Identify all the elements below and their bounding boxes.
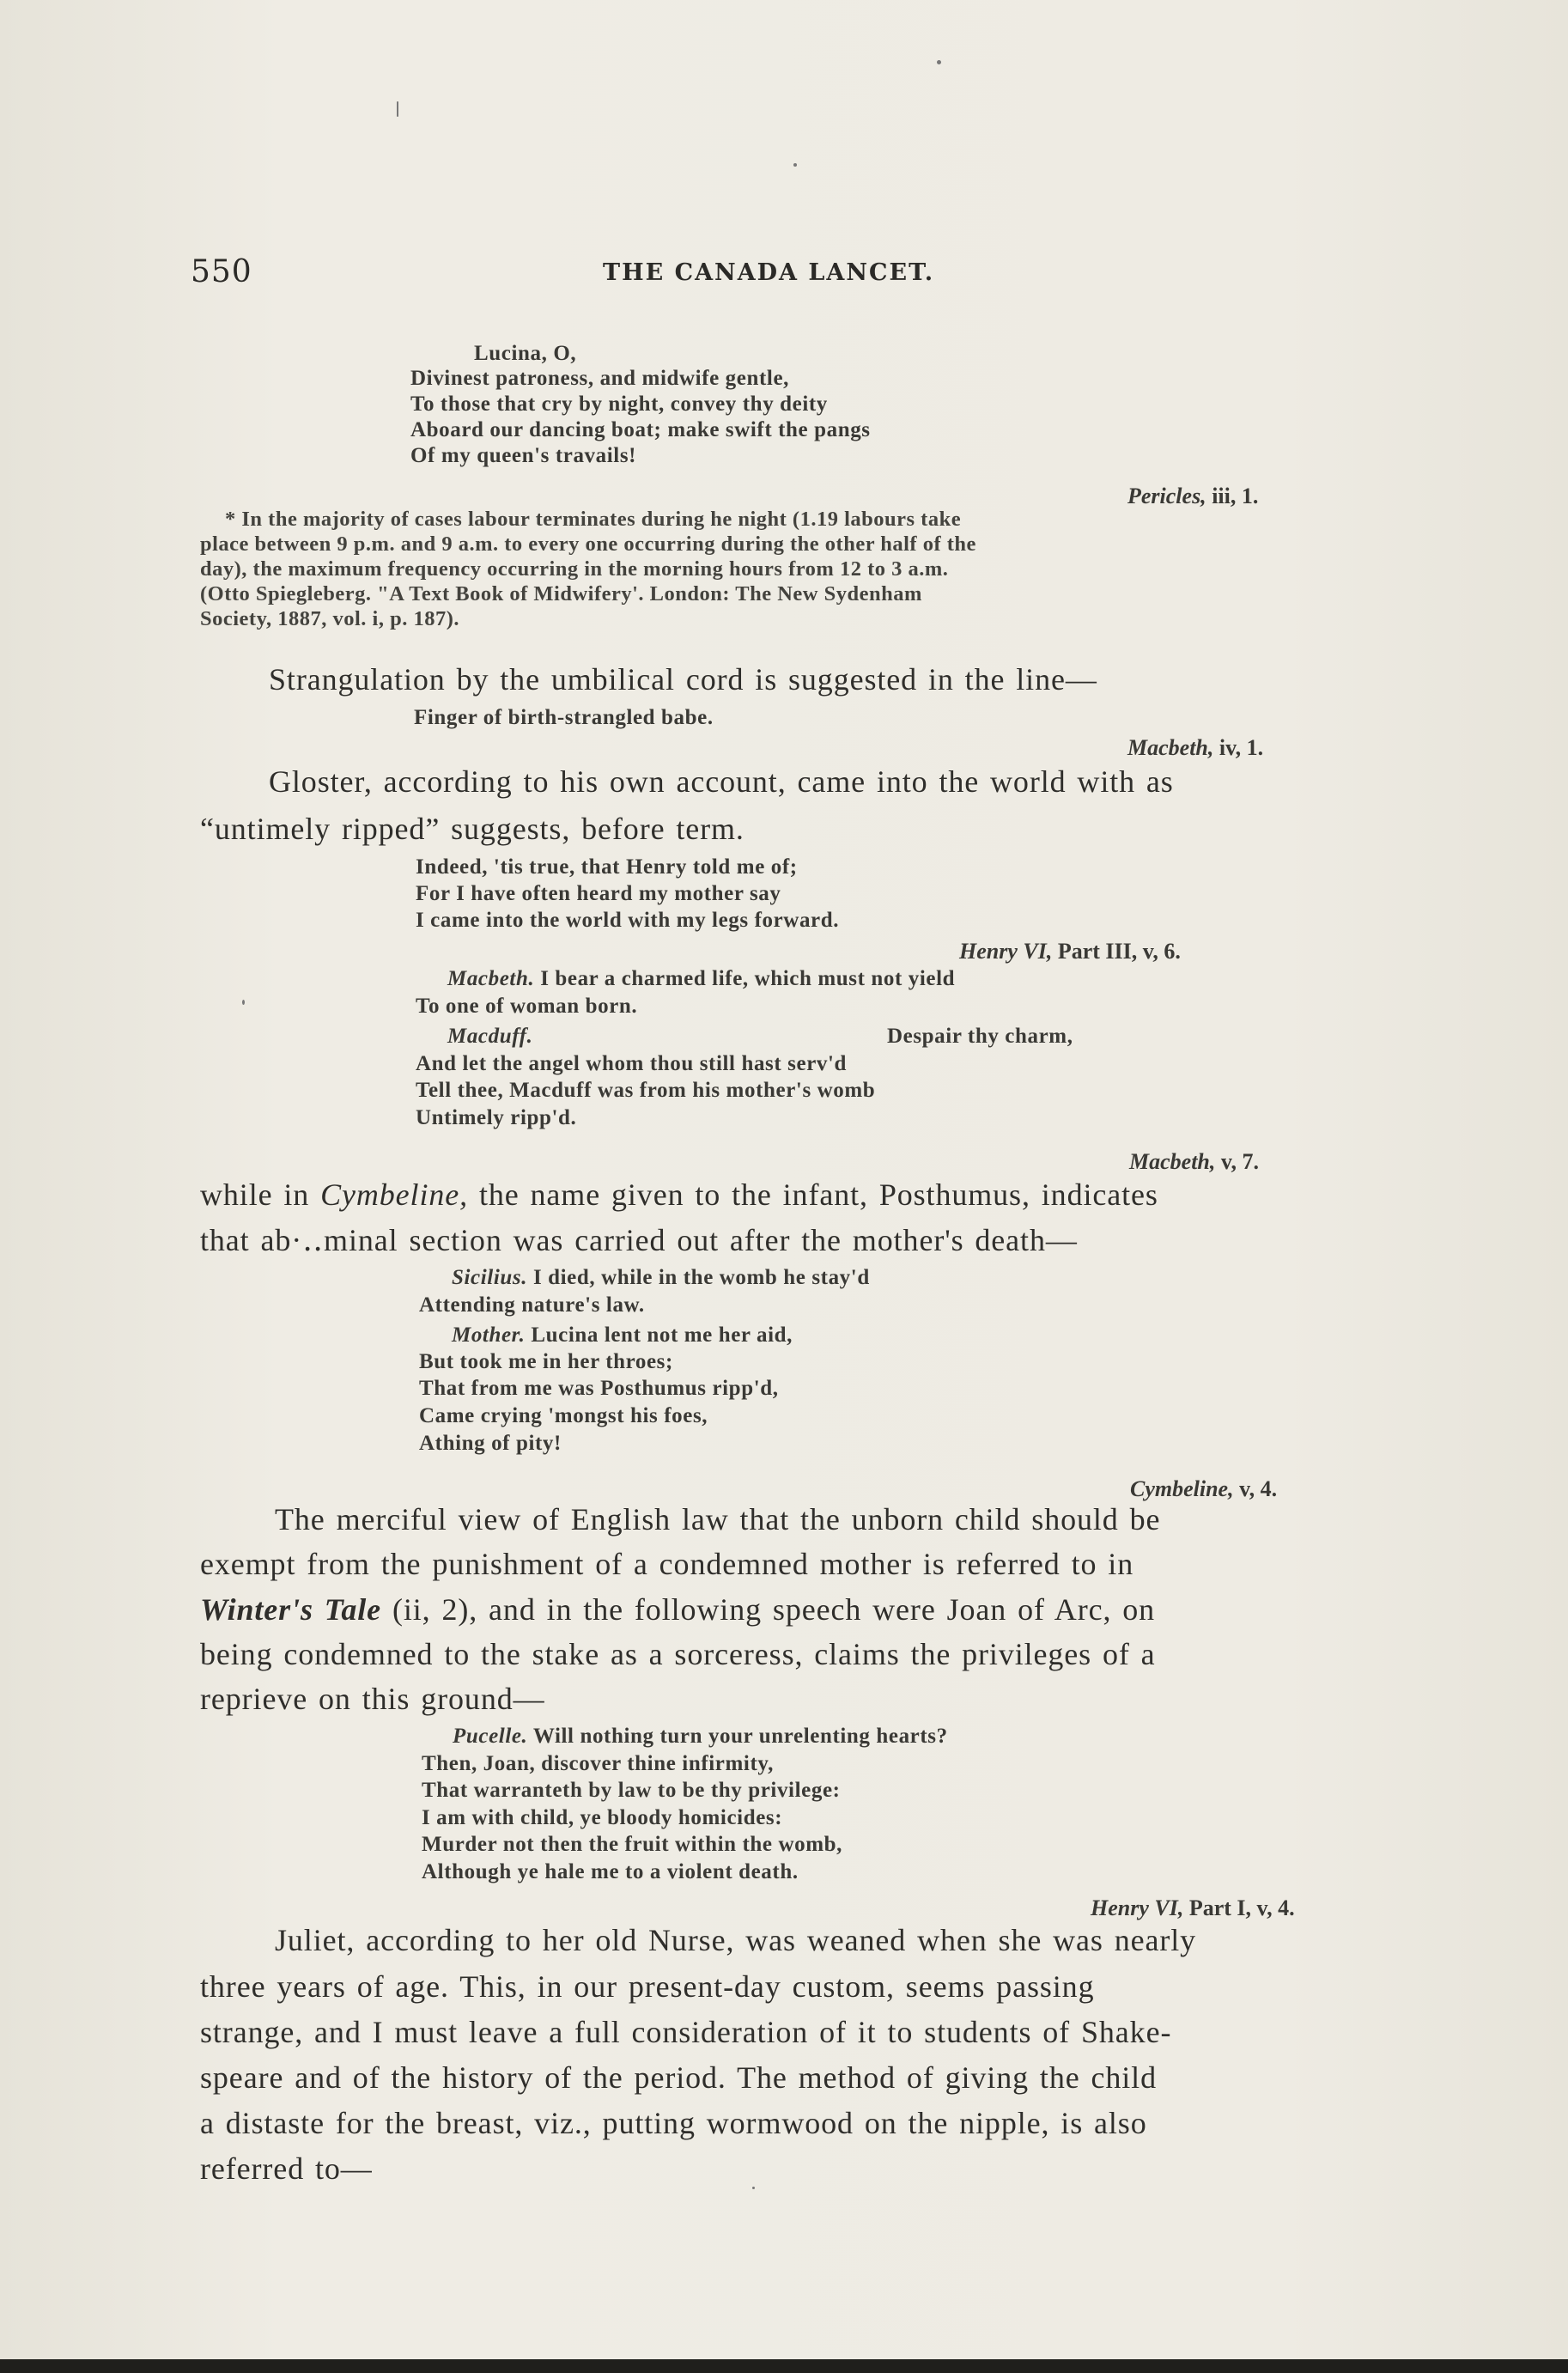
verse-line: Athing of pity! [419,1432,562,1455]
paragraph-line: exempt from the punishment of a condemned mother is referred to in [200,1547,1134,1581]
verse-line: Of my queen's travails! [410,444,637,467]
verse-line: Lucina, O, [474,342,577,365]
citation-ref: Part I, v, 4. [1188,1895,1295,1920]
paragraph-line: Strangulation by the umbilical cord is suggested in the line— [269,662,1097,697]
verse-line: Attending nature's law. [419,1293,645,1317]
citation-ref: iii, 1. [1212,484,1259,508]
paper-speck [937,60,941,64]
speaker-name: Macbeth. [447,967,535,990]
footnote-line: place between 9 p.m. and 9 a.m. to every one occurring during the other half of the [200,532,976,556]
paper-speck [752,2187,755,2189]
verse-line: Murder not then the fruit within the womb, [422,1833,843,1856]
page-header [191,254,1376,297]
citation [1130,1476,1277,1502]
verse-line: But took me in her throes; [419,1350,673,1373]
paragraph-line: referred to— [200,2151,373,2186]
verse-line: For I have often heard my mother say [416,882,781,905]
citation-title: Pericles, [1127,484,1206,508]
footnote-line: Society, 1887, vol. i, p. 187). [200,607,460,630]
scan-edge [0,2359,1568,2373]
verse-line: Tell thee, Macduff was from his mother's womb [416,1079,876,1102]
verse-line: Came crying 'mongst his foes, [419,1404,708,1427]
paragraph-line: reprieve on this ground— [200,1682,545,1716]
citation [1129,1149,1259,1175]
citation-title: Henry VI, [959,939,1053,964]
paragraph-line: that ab·‥minal section was carried out after the mother's death— [200,1223,1078,1257]
citation [1091,1895,1295,1921]
verse-line: To those that cry by night, convey thy deity [410,392,828,416]
verse-line: Mother. Lucina lent not me her aid, [452,1323,793,1347]
citation-ref: Part III, v, 6. [1057,939,1181,964]
verse-line: I am with child, ye bloody homicides: [422,1806,783,1829]
verse-line: Finger of birth-strangled babe. [414,706,714,729]
citation-title: Cymbeline, [1130,1476,1234,1501]
speaker-name: Pucelle. [453,1725,528,1748]
paragraph-line: being condemned to the stake as a sorceress, claims the privileges of a [200,1637,1156,1671]
verse-line: Macbeth. I bear a charmed life, which must not yield [447,967,956,990]
speaker-name: Macduff. [447,1025,533,1048]
paragraph-line: Juliet, according to her old Nurse, was weaned when she was nearly [275,1923,1197,1957]
paper-speck [793,163,797,167]
citation [1127,484,1258,509]
verse-line: Then, Joan, discover thine infirmity, [422,1752,774,1775]
paragraph-line: strange, and I must leave a full consideration of it to students of Shake- [200,2015,1172,2049]
verse-line: Pucelle. Will nothing turn your unrelenting hearts? [453,1725,948,1748]
work-title: Winter's Tale [200,1592,382,1627]
citation-ref: v, 7. [1220,1149,1259,1174]
paper-speck [397,101,398,117]
citation-title: Henry VI, [1091,1895,1184,1920]
footnote-line: * In the majority of cases labour terminates during he night (1.19 labours take [225,508,962,531]
verse-line: That from me was Posthumus ripp'd, [419,1377,779,1400]
verse-line: Divinest patroness, and midwife gentle, [410,367,790,390]
paragraph-line: Winter's Tale (ii, 2), and in the following speech were Joan of Arc, on [200,1592,1156,1627]
citation [959,939,1181,964]
citation-ref: iv, 1. [1219,735,1264,760]
speaker-name: Sicilius. [452,1266,528,1289]
running-title: THE CANADA LANCET. [603,259,935,286]
verse-line: Although ye hale me to a violent death. [422,1860,799,1883]
verse-line: To one of woman born. [416,995,638,1018]
paragraph-line: “untimely ripped” suggests, before term. [200,812,744,846]
paper-speck [242,1000,245,1005]
speaker-name: Mother. [452,1323,526,1347]
paragraph-line: while in Cymbeline, the name given to the infant, Posthumus, indicates [200,1177,1158,1212]
work-title: Cymbeline, [320,1177,469,1212]
verse-line: That warranteth by law to be thy privilege: [422,1779,841,1802]
verse-line: And let the angel whom thou still hast serv'd [416,1052,848,1075]
paragraph-line: Gloster, according to his own account, came into the world with as [269,764,1174,799]
verse-line: Despair thy charm, [887,1025,1073,1048]
citation-title: Macbeth, [1127,735,1214,760]
footnote-line: (Otto Spiegleberg. "A Text Book of Midwifery'. London: The New Sydenham [200,582,922,605]
citation [1127,735,1263,761]
paragraph-line: speare and of the history of the period. The method of giving the child [200,2060,1157,2095]
paragraph-line: three years of age. This, in our present-day custom, seems passing [200,1969,1095,2004]
citation-ref: v, 4. [1239,1476,1278,1501]
verse-line: Indeed, 'tis true, that Henry told me of; [416,855,798,879]
citation-title: Macbeth, [1129,1149,1216,1174]
paragraph-line: The merciful view of English law that the unborn child should be [275,1502,1161,1536]
verse-line: Untimely ripp'd. [416,1106,577,1129]
verse-line: Sicilius. I died, while in the womb he stay'd [452,1266,870,1289]
paragraph-line: a distaste for the breast, viz., putting wormwood on the nipple, is also [200,2106,1147,2140]
verse-line: I came into the world with my legs forward. [416,909,840,932]
footnote-line: day), the maximum frequency occurring in the morning hours from 12 to 3 a.m. [200,557,949,581]
page-number: 550 [191,254,252,289]
verse-line: Aboard our dancing boat; make swift the pangs [410,418,871,441]
